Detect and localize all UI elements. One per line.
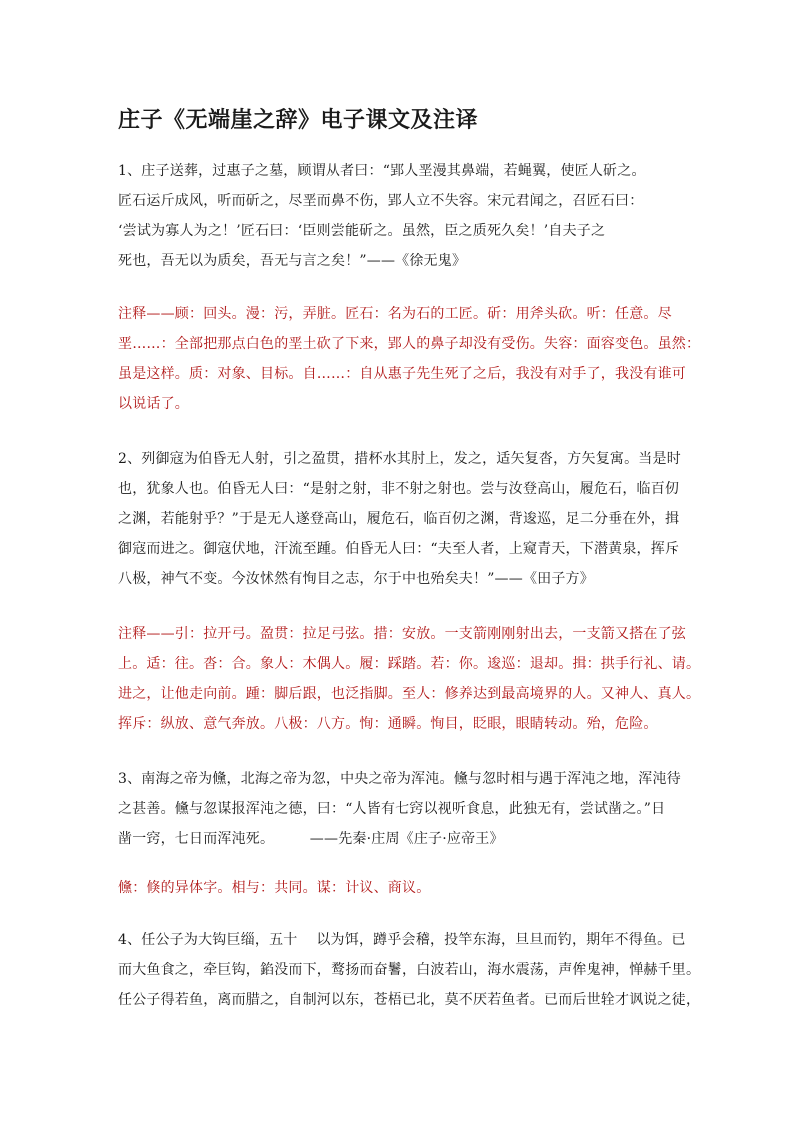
section-3-text <box>118 764 681 854</box>
text-line: 之甚善。儵与忽谋报浑沌之德，曰：“人皆有七窍以视听食息，此独无有，尝试凿之。”日 <box>118 801 666 817</box>
text-line: 任公子得若鱼，离而腊之，自制河以东，苍梧已北，莫不厌若鱼者。已而后世辁才讽说之徒， <box>118 992 701 1008</box>
note-line: 以说话了。 <box>118 396 189 412</box>
document-title: 庄子《无端崖之辞》电子课文及注译 <box>118 107 479 133</box>
note-line: 挥斥：纵放、意气奔放。八极：八方。恂：通瞬。恂目，眨眼，眼睛转动。殆，危险。 <box>118 716 658 732</box>
text-line: 而大鱼食之，牵巨钩，錎没而下，鹜扬而奋鬐，白波若山，海水震荡，声侔鬼神，惮赫千里。 <box>118 962 701 978</box>
note-line: 注释——顾：回头。漫：污，弄脏。匠石：名为石的工匠。斫：用斧头砍。听：任意。尽 <box>118 306 672 322</box>
text-line: 御寇而进之。御寇伏地，汗流至踵。伯昏无人曰：“夫至人者，上窥青天，下潜黄泉，挥斥 <box>118 541 680 557</box>
note-line: 虽是这样。质：对象、目标。自……：自从惠子先生死了之后，我没有对手了，我没有谁可 <box>118 366 686 382</box>
section-2-text <box>118 444 681 594</box>
section-2-notes <box>118 619 701 739</box>
text-line: 死也，吾无以为质矣，吾无与言之矣！”——《徐无鬼》 <box>118 253 467 269</box>
text-line: ‘尝试为寡人为之！’匠石曰：‘臣则尝能斫之。虽然，臣之质死久矣！’自夫子之 <box>118 223 606 239</box>
note-line: 上。适：往。沓：合。象人：木偶人。履：踩踏。若：你。逡巡：退却。揖：拱手行礼、请。 <box>118 656 701 672</box>
text-line: 凿一窍，七日而浑沌死。 ——先秦·庄周《庄子·应帝王》 <box>118 831 504 847</box>
text-line: 八极，神气不变。今汝怵然有恂目之志，尔于中也殆矣夫！”——《田子方》 <box>118 571 594 587</box>
section-1-text <box>118 156 678 276</box>
note-line: 儵：倏的异体字。相与：共同。谋：计议、商议。 <box>118 880 431 896</box>
text-line: 之渊，若能射乎？”于是无人遂登高山，履危石，临百仞之渊，背逡巡，足二分垂在外，揖 <box>118 511 680 527</box>
note-line: 垩……：全部把那点白色的垩土砍了下来，郢人的鼻子却没有受伤。失容：面容变色。虽然： <box>118 336 701 352</box>
text-line: 3、南海之帝为儵，北海之帝为忽，中央之帝为浑沌。儵与忽时相与遇于浑沌之地，浑沌待 <box>118 771 681 787</box>
section-1-notes <box>118 299 701 419</box>
section-4-text <box>118 925 701 1015</box>
section-3-notes <box>118 873 678 903</box>
note-line: 注释——引：拉开弓。盈贯：拉足弓弦。措：安放。一支箭刚刚射出去，一支箭又搭在了弦 <box>118 626 686 642</box>
text-line: 4、任公子为大钩巨缁，五十 以为饵，蹲乎会稽，投竿东海，旦旦而钓，期年不得鱼。已 <box>118 932 686 948</box>
text-line: 1、庄子送葬，过惠子之墓，顾谓从者曰：“郢人垩漫其鼻端，若蝇翼，使匠人斫之。 <box>118 163 646 179</box>
text-line: 2、列御寇为伯昏无人射，引之盈贯，措杯水其肘上，发之，适矢复沓，方矢复寓。当是时 <box>118 451 681 467</box>
text-line: 也，犹象人也。伯昏无人曰：“是射之射，非不射之射也。尝与汝登高山，履危石，临百仞 <box>118 481 680 497</box>
note-line: 进之，让他走向前。踵：脚后跟，也泛指脚。至人：修养达到最高境界的人。又神人、真人。 <box>118 686 701 702</box>
text-line: 匠石运斤成风，听而斫之，尽垩而鼻不伤，郢人立不失容。宋元君闻之，召匠石曰： <box>118 193 644 209</box>
